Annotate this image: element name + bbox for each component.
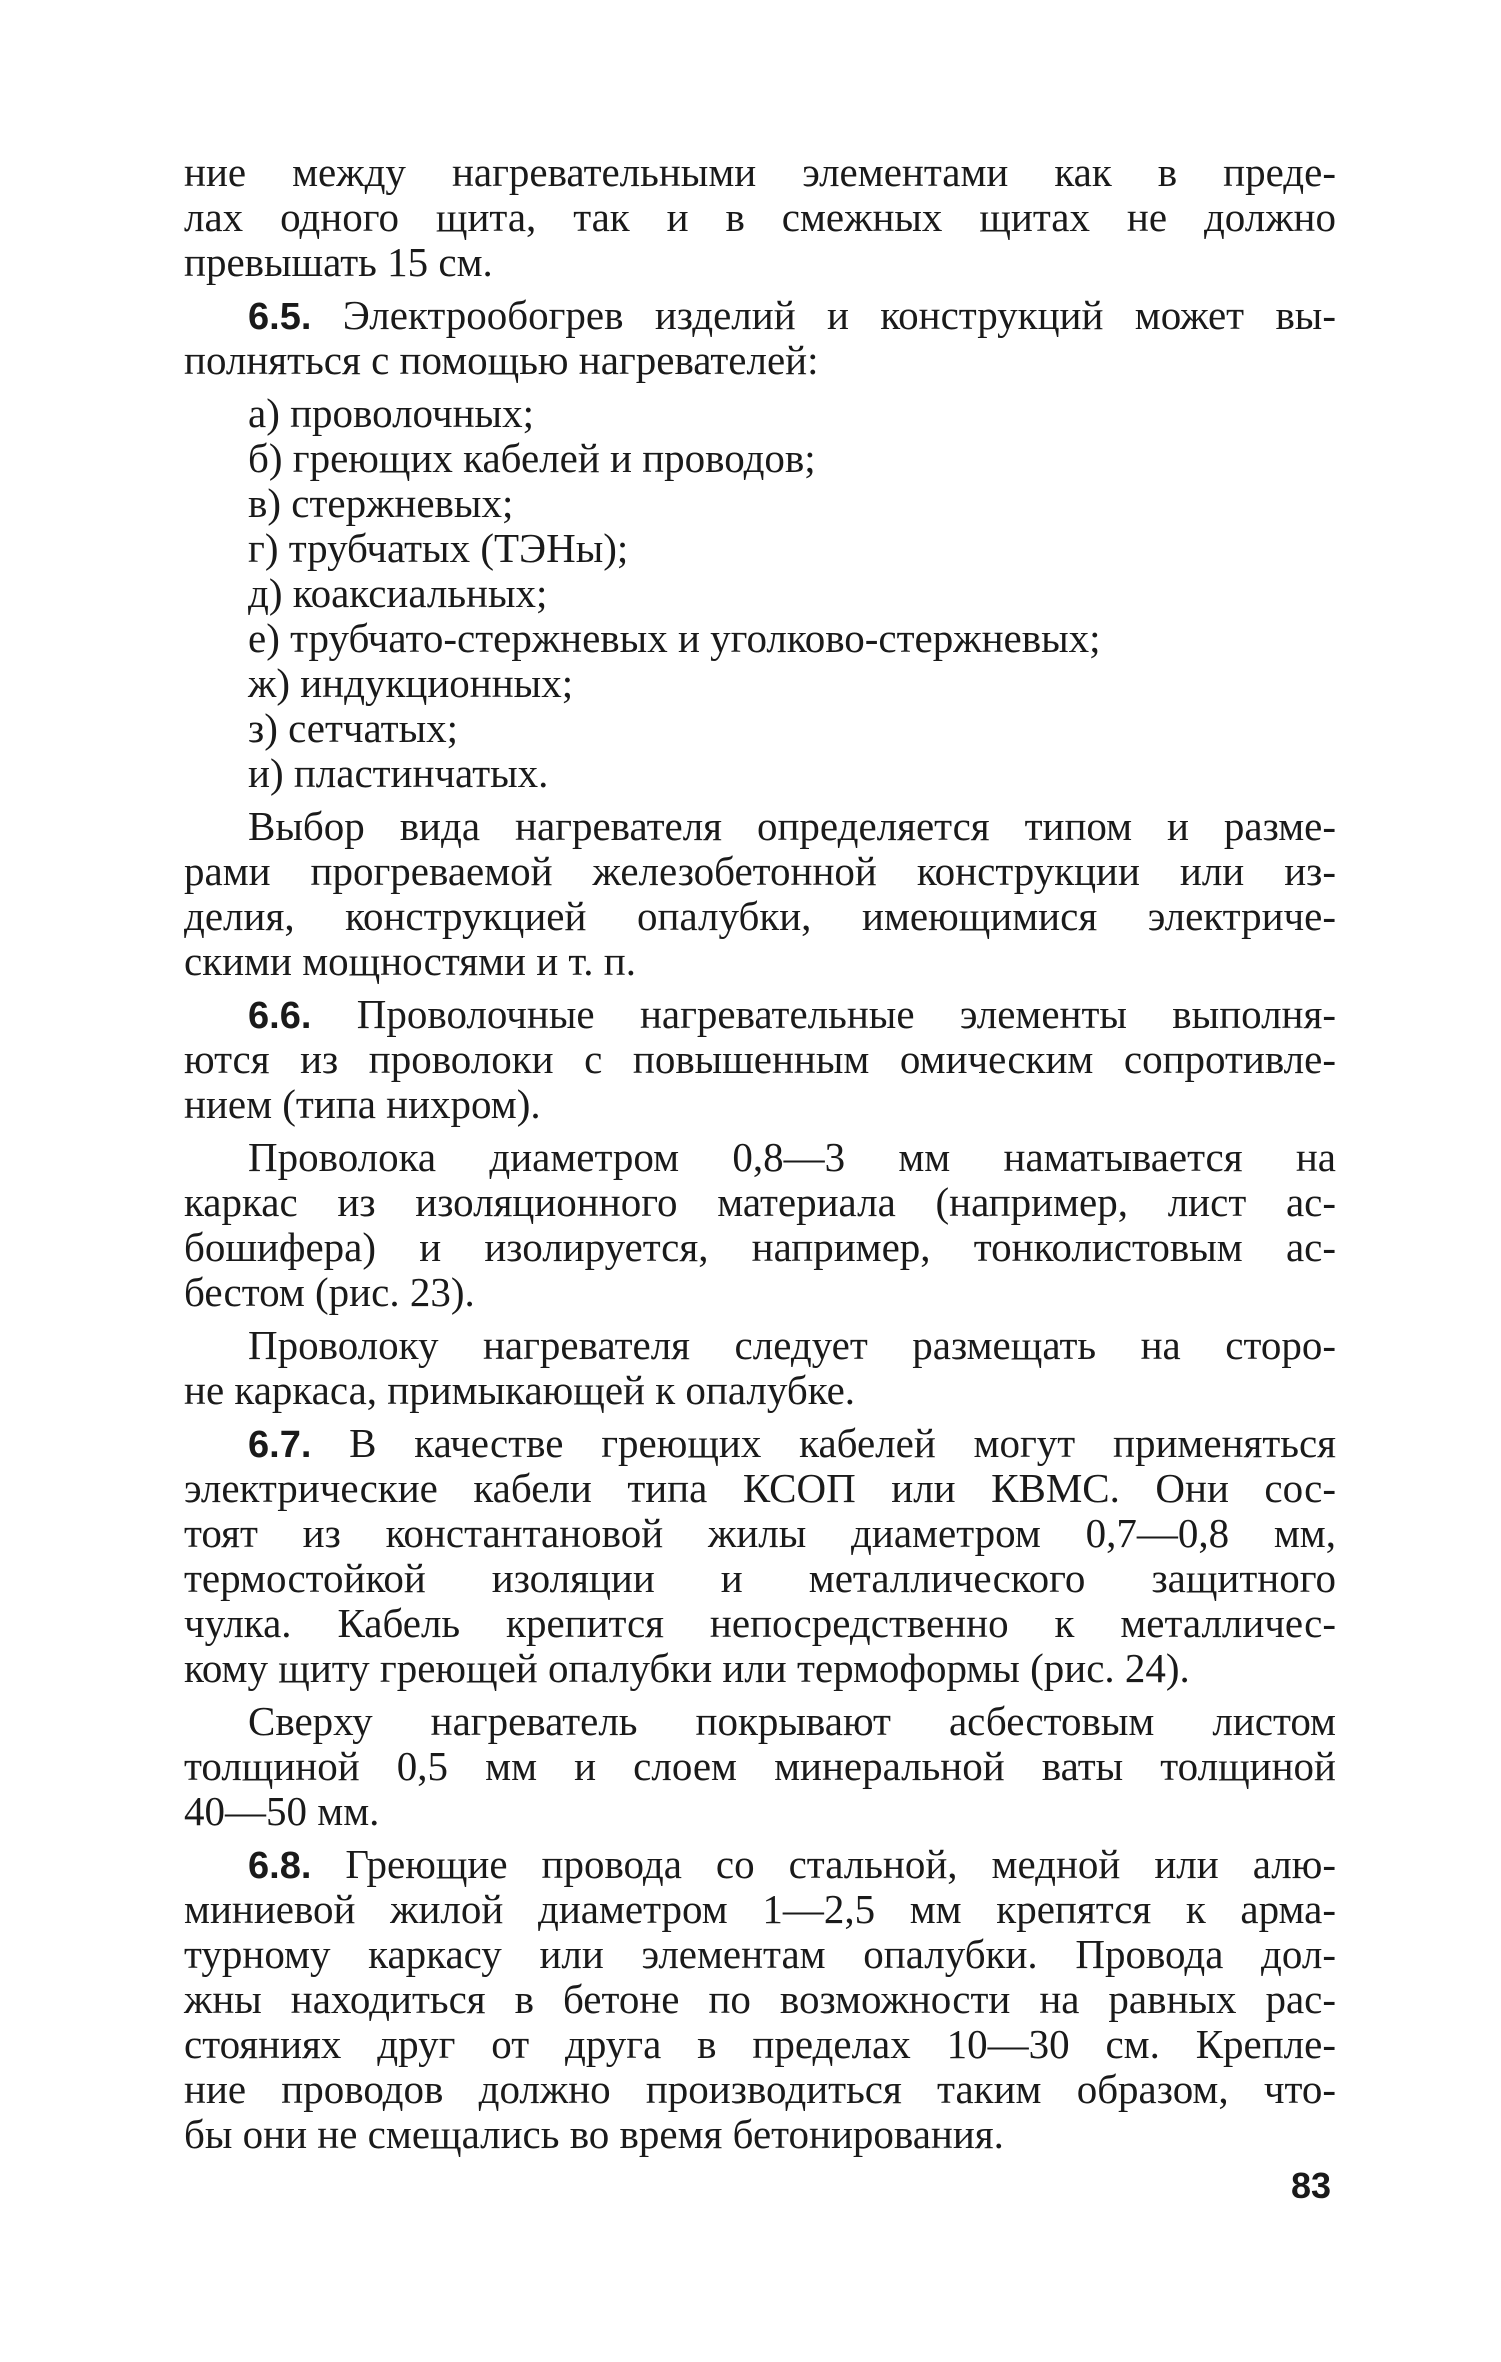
paragraph <box>184 1699 1336 1834</box>
text-line: 40—50 мм. <box>184 1788 380 1834</box>
numbered-paragraph <box>184 1842 1336 2157</box>
numbered-paragraph <box>184 1421 1336 1691</box>
page-number: 83 <box>1290 2165 1331 2206</box>
list-item: г) трубчатых (ТЭНы); <box>248 525 629 571</box>
list-item: в) стержневых; <box>248 480 514 526</box>
section-number: 6.6. <box>248 995 312 1037</box>
text-line: делия, конструкцией опалубки, имеющимися электриче- <box>184 893 1336 939</box>
text-line-content: Электрообогрев изделий и конструкций может вы- <box>342 292 1337 338</box>
text-line: Проволоку нагревателя следует размещать на сторо- <box>248 1322 1336 1368</box>
text-line: турному каркасу или элементам опалубки. Провода дол- <box>184 1931 1336 1977</box>
text-line: каркас из изоляционного материала (например, лист ас- <box>184 1179 1336 1225</box>
text-line: Выбор вида нагревателя определяется типом и разме- <box>248 803 1336 849</box>
text-line: превышать 15 см. <box>184 239 493 285</box>
text-line: Сверху нагреватель покрывают асбестовым листом <box>248 1698 1336 1744</box>
text-line: чулка. Кабель крепится непосредственно к металличес- <box>184 1600 1336 1646</box>
enumerated-list <box>184 391 1336 796</box>
text-line: миниевой жилой диаметром 1—2,5 мм крепятся к арма- <box>184 1886 1336 1932</box>
paragraph <box>184 1135 1336 1315</box>
list-item: е) трубчато-стержневых и уголково-стержневых; <box>248 615 1101 661</box>
section-number: 6.7. <box>248 1424 312 1466</box>
text-line <box>184 293 1336 338</box>
list-item: з) сетчатых; <box>248 705 459 751</box>
text-line: Проволока диаметром 0,8—3 мм наматывается на <box>248 1134 1336 1180</box>
list-item: д) коаксиальных; <box>248 570 548 616</box>
text-line: ние проводов должно производиться таким образом, что- <box>184 2066 1336 2112</box>
text-line <box>184 1421 1336 1466</box>
text-line: тоят из константановой жилы диаметром 0,7—0,8 мм, <box>184 1510 1336 1556</box>
list-item: б) греющих кабелей и проводов; <box>248 435 816 481</box>
text-line: толщиной 0,5 мм и слоем минеральной ваты толщиной <box>184 1743 1336 1789</box>
text-line: бестом (рис. 23). <box>184 1269 475 1315</box>
list-item: ж) индукционных; <box>248 660 574 706</box>
numbered-paragraph <box>184 293 1336 383</box>
text-line: скими мощностями и т. п. <box>184 938 636 984</box>
section-number: 6.5. <box>248 296 312 338</box>
list-item: и) пластинчатых. <box>248 750 549 796</box>
text-line: не каркаса, примыкающей к опалубке. <box>184 1367 856 1413</box>
document-page <box>184 150 1336 2157</box>
list-item: а) проволочных; <box>248 390 534 436</box>
paragraph <box>184 150 1336 285</box>
text-line: рами прогреваемой железобетонной конструкции или из- <box>184 848 1336 894</box>
text-line: термостойкой изоляции и металлического защитного <box>184 1555 1336 1601</box>
text-line-content: В качестве греющих кабелей могут применяться <box>349 1420 1336 1466</box>
text-line <box>184 1842 1336 1887</box>
text-line: бы они не смещались во время бетонирования. <box>184 2111 1004 2157</box>
text-line: кому щиту греющей опалубки или термоформы (рис. 24). <box>184 1645 1190 1691</box>
text-line: полняться с помощью нагревателей: <box>184 337 819 383</box>
text-line: бошифера) и изолируется, например, тонколистовым ас- <box>184 1224 1336 1270</box>
text-line: нием (типа нихром). <box>184 1081 541 1127</box>
text-line: электрические кабели типа КСОП или КВМС. Они сос- <box>184 1465 1336 1511</box>
paragraph <box>184 1323 1336 1413</box>
text-line <box>184 992 1336 1037</box>
text-line: ние между нагревательными элементами как в преде- <box>184 149 1336 195</box>
section-number: 6.8. <box>248 1845 312 1887</box>
text-line: стояниях друг от друга в пределах 10—30 см. Крепле- <box>184 2021 1336 2067</box>
text-line: жны находиться в бетоне по возможности на равных рас- <box>184 1976 1336 2022</box>
numbered-paragraph <box>184 992 1336 1127</box>
text-line-content: Проволочные нагревательные элементы выполня- <box>356 991 1337 1037</box>
text-line: ются из проволоки с повышенным омическим сопротивле- <box>184 1036 1336 1082</box>
text-line: лах одного щита, так и в смежных щитах не должно <box>184 194 1336 240</box>
text-line-content: Греющие провода со стальной, медной или алю- <box>345 1841 1336 1887</box>
paragraph <box>184 804 1336 984</box>
